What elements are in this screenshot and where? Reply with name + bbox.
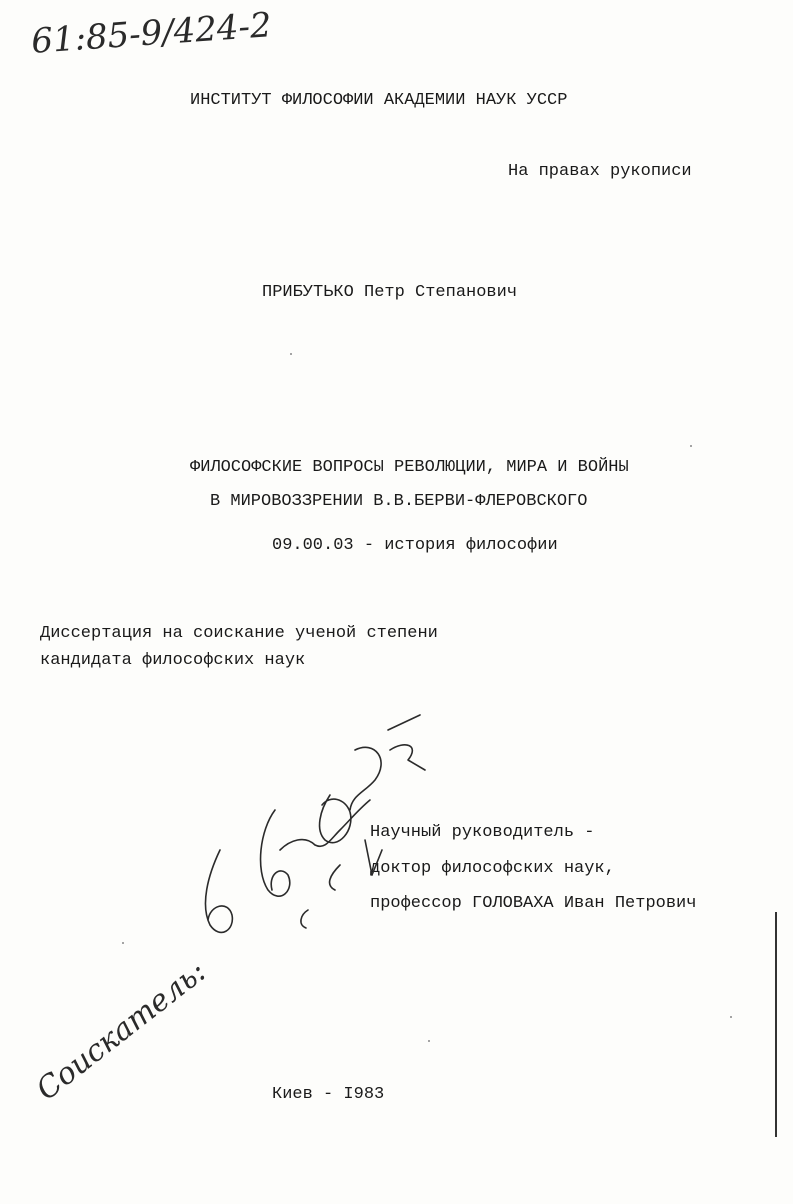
dissertation-line-1: Диссертация на соискание ученой степени — [40, 624, 438, 643]
scan-speck — [690, 445, 692, 447]
manuscript-rights-note: На правах рукописи — [508, 162, 692, 181]
supervisor-name: профессор ГОЛОВАХА Иван Петрович — [370, 894, 697, 913]
supervisor-degree: доктор философских наук, — [370, 859, 615, 878]
supervisor-role: Научный руководитель - — [370, 823, 595, 842]
scan-speck — [290, 353, 292, 355]
applicant-handwritten-note: Соискатель: — [30, 953, 213, 1108]
scan-edge-mark — [775, 912, 777, 1137]
archive-code-handwritten: 61:85-9/424-2 — [30, 5, 273, 62]
specialty-code: 09.00.03 - история философии — [272, 536, 558, 555]
signature-scribble — [180, 700, 450, 960]
dissertation-line-2: кандидата философских наук — [40, 651, 306, 670]
title-line-2: В МИРОВОЗЗРЕНИИ В.В.БЕРВИ-ФЛЕРОВСКОГО — [210, 492, 588, 511]
scan-speck — [428, 1040, 430, 1042]
author-name: ПРИБУТЬКО Петр Степанович — [262, 283, 518, 302]
scan-speck — [122, 942, 124, 944]
title-line-1: ФИЛОСОФСКИЕ ВОПРОСЫ РЕВОЛЮЦИИ, МИРА И ВОЙНЫ — [190, 458, 629, 477]
place-and-year: Киев - I983 — [272, 1085, 385, 1104]
scan-speck — [730, 1016, 732, 1018]
institute-heading: ИНСТИТУТ ФИЛОСОФИИ АКАДЕМИИ НАУК УССР — [190, 91, 568, 110]
